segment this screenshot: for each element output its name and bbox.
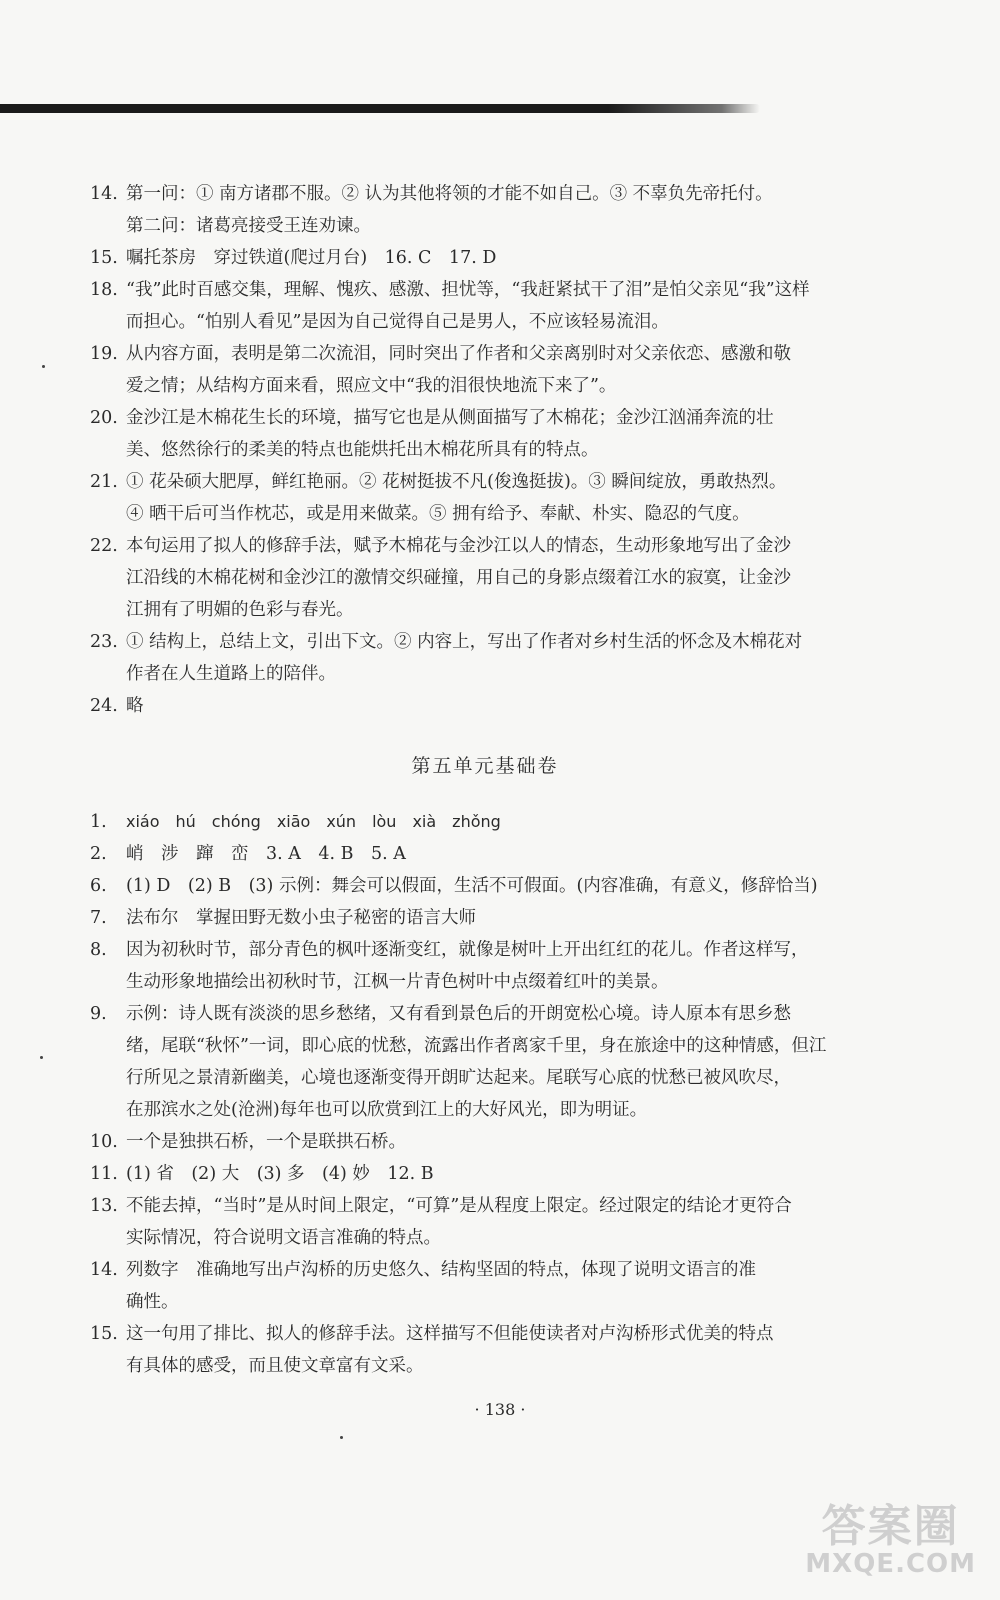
watermark-logo [805, 1501, 976, 1579]
answer-line: ① 花朵硕大肥厚，鲜红艳丽。② 花树挺拔不凡(俊逸挺拔)。③ 瞬间绽放，勇敢热烈。 [126, 472, 787, 492]
answer-line: 因为初秋时节，部分青色的枫叶逐渐变红，就像是树叶上开出红红的花儿。作者这样写， [126, 940, 809, 960]
answer-line: 爱之情；从结构方面来看，照应文中“我的泪很快地流下来了”。 [126, 376, 617, 396]
answer-item [90, 402, 880, 466]
answer-line: 从内容方面，表明是第二次流泪，同时突出了作者和父亲离别时对父亲依恋、感激和敬 [126, 344, 791, 364]
answer-line: 作者在人生道路上的陪伴。 [126, 664, 336, 684]
answer-number: 9. [90, 1004, 107, 1024]
answer-line: 江沿线的木棉花树和金沙江的激情交织碰撞，用自己的身影点缀着江水的寂寞，让金沙 [126, 568, 791, 588]
top-rule [0, 104, 760, 113]
answer-number: 2. [90, 844, 107, 864]
answer-number: 6. [90, 876, 107, 896]
answer-line: xiáo hú chóng xiāo xún lòu xià zhǒng [126, 812, 501, 831]
answers-top-list [90, 178, 880, 722]
answer-item [90, 1318, 880, 1382]
answer-number: 13. [90, 1196, 118, 1216]
answer-item [90, 178, 880, 242]
answer-number: 18. [90, 280, 118, 300]
answer-item [90, 242, 880, 274]
answer-item [90, 1190, 880, 1254]
answer-line: 第二问：诸葛亮接受王连劝谏。 [126, 216, 371, 236]
answer-number: 23. [90, 632, 118, 652]
answer-item [90, 998, 880, 1126]
scan-speck [40, 1056, 43, 1059]
answer-line: 生动形象地描绘出初秋时节，江枫一片青色树叶中点缀着红叶的美景。 [126, 972, 669, 992]
page-number: · 138 · [474, 1400, 526, 1419]
answer-item [90, 1158, 880, 1190]
answer-line: ④ 晒干后可当作枕芯，或是用来做菜。⑤ 拥有给予、奉献、朴实、隐忍的气度。 [126, 504, 750, 524]
answer-number: 19. [90, 344, 118, 364]
answer-item [90, 338, 880, 402]
answer-line: ① 结构上，总结上文，引出下文。② 内容上，写出了作者对乡村生活的怀念及木棉花对 [126, 632, 803, 652]
answer-line: 不能去掉，“当时”是从时间上限定，“可算”是从程度上限定。经过限定的结论才更符合 [126, 1196, 792, 1216]
answer-number: 7. [90, 908, 107, 928]
answer-line: 第一问：① 南方诸郡不服。② 认为其他将领的才能不如自己。③ 不辜负先帝托付。 [126, 184, 773, 204]
answer-item [90, 274, 880, 338]
answers-bottom-list [90, 806, 880, 1382]
answer-item [90, 1126, 880, 1158]
answer-line: 列数字 准确地写出卢沟桥的历史悠久、结构坚固的特点，体现了说明文语言的准 [126, 1260, 756, 1280]
answer-item [90, 530, 880, 626]
answer-line: 嘱托茶房 穿过铁道(爬过月台) 16. C 17. D [126, 248, 497, 268]
answer-item [90, 934, 880, 998]
answer-number: 8. [90, 940, 107, 960]
answer-line: 一个是独拱石桥，一个是联拱石桥。 [126, 1132, 406, 1152]
answer-item [90, 806, 880, 838]
answer-line: 美、悠然徐行的柔美的特点也能烘托出木棉花所具有的特点。 [126, 440, 599, 460]
answer-line: 有具体的感受，而且使文章富有文采。 [126, 1356, 424, 1376]
answer-number: 1. [90, 812, 107, 832]
answer-number: 24. [90, 696, 118, 716]
answer-line: 略 [126, 696, 144, 716]
answer-line: 行所见之景清新幽美，心境也逐渐变得开朗旷达起来。尾联写心底的忧愁已被风吹尽， [126, 1068, 791, 1088]
answer-number: 15. [90, 1324, 118, 1344]
answer-line: “我”此时百感交集，理解、愧疚、感激、担忧等，“我赶紧拭干了泪”是怕父亲见“我”这样 [126, 280, 810, 300]
section-title: 第五单元基础卷 [411, 755, 559, 777]
answer-line: 金沙江是木棉花生长的环境，描写它也是从侧面描写了木棉花；金沙江汹涌奔流的壮 [126, 408, 774, 428]
answer-number: 15. [90, 248, 118, 268]
answer-item [90, 690, 880, 722]
answer-line: 在那滨水之处(沧洲)每年也可以欣赏到江上的大好风光，即为明证。 [126, 1100, 648, 1120]
answer-line: 示例：诗人既有淡淡的思乡愁绪，又有看到景色后的开朗宽松心境。诗人原本有思乡愁 [126, 1004, 791, 1024]
answer-content [90, 178, 880, 1382]
answer-line: (1) D (2) B (3) 示例：舞会可以假面，生活不可假面。(内容准确，有意义，修辞恰当) [126, 876, 818, 896]
answer-number: 14. [90, 184, 118, 204]
answer-line: 这一句用了排比、拟人的修辞手法。这样描写不但能使读者对卢沟桥形式优美的特点 [126, 1324, 774, 1344]
scan-speck [340, 1436, 343, 1439]
answer-item [90, 838, 880, 870]
answer-line: 实际情况，符合说明文语言准确的特点。 [126, 1228, 441, 1248]
answer-number: 22. [90, 536, 118, 556]
answer-number: 20. [90, 408, 118, 428]
answer-line: (1) 省 (2) 大 (3) 多 (4) 妙 12. B [126, 1164, 434, 1184]
watermark-sub: MXQE.COM [805, 1549, 976, 1579]
answer-line: 绪，尾联“秋怀”一词，即心底的忧愁，流露出作者离家千里，身在旅途中的这种情感，但江 [126, 1036, 827, 1056]
answer-item [90, 1254, 880, 1318]
answer-line: 而担心。“怕别人看见”是因为自己觉得自己是男人，不应该轻易流泪。 [126, 312, 669, 332]
watermark-main: 答案圈 [821, 1501, 960, 1552]
answer-item [90, 902, 880, 934]
answer-line: 峭 涉 蹿 峦 3. A 4. B 5. A [126, 844, 406, 864]
answer-number: 21. [90, 472, 118, 492]
answer-line: 法布尔 掌握田野无数小虫子秘密的语言大师 [126, 908, 476, 928]
answer-item [90, 466, 880, 530]
scan-speck [42, 365, 45, 368]
answer-line: 确性。 [126, 1292, 179, 1312]
answer-item [90, 626, 880, 690]
answer-number: 14. [90, 1260, 118, 1280]
answer-number: 11. [90, 1164, 118, 1184]
answer-item [90, 870, 880, 902]
answer-number: 10. [90, 1132, 118, 1152]
answer-line: 本句运用了拟人的修辞手法，赋予木棉花与金沙江以人的情态，生动形象地写出了金沙 [126, 536, 791, 556]
answer-line: 江拥有了明媚的色彩与春光。 [126, 600, 354, 620]
